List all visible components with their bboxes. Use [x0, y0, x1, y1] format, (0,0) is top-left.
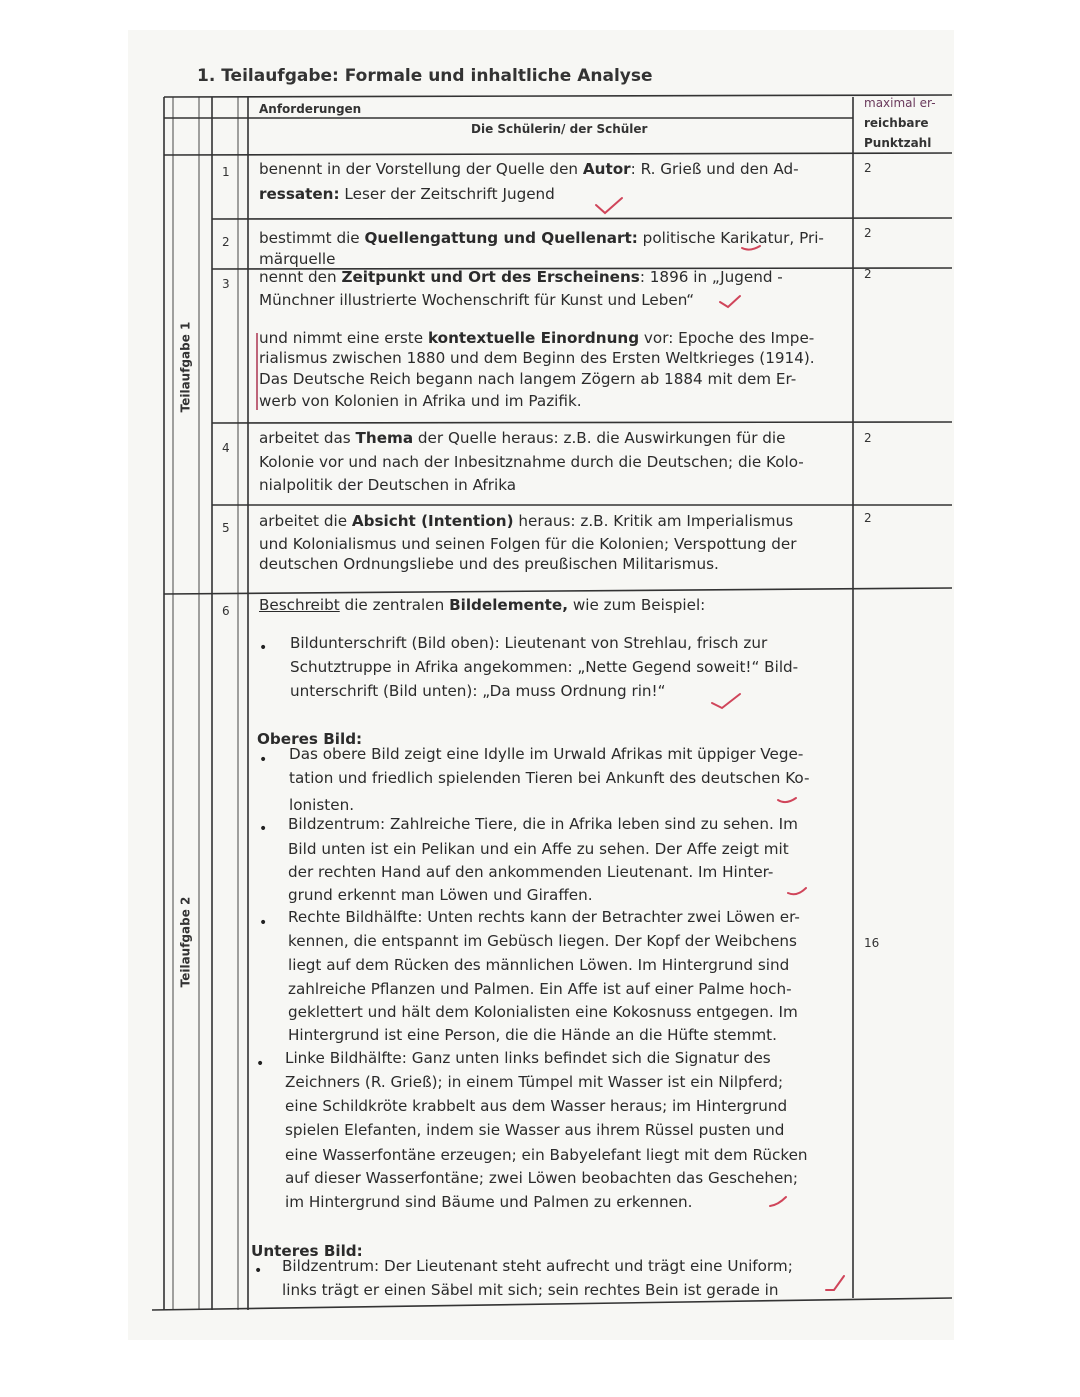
lower-image-title: Unteres Bild: — [251, 1242, 363, 1260]
header-student: Die Schülerin/ der Schüler — [471, 122, 648, 136]
row3-line1: nennt den Zeitpunkt und Ort des Erscheinens: 1896 in „Jugend - — [259, 268, 783, 286]
caption-line: Schutztruppe in Afrika angekommen: „Nette Gegend soweit!“ Bild- — [290, 658, 799, 676]
section-label-2: Teilaufgabe 2 — [178, 896, 193, 988]
upper-b2-line: Bild unten ist ein Pelikan und ein Affe zu sehen. Der Affe zeigt mit — [288, 840, 789, 858]
header-points-line2: reichbare — [864, 116, 929, 130]
row-number: 2 — [222, 235, 230, 249]
row-number: 4 — [222, 441, 230, 455]
row3-para2-line2: rialismus zwischen 1880 und dem Beginn des Ersten Weltkrieges (1914). — [259, 349, 815, 367]
upper-b2-line: der rechten Hand auf den ankommenden Lieutenant. Im Hinter- — [288, 863, 774, 881]
row-number: 6 — [222, 604, 230, 618]
upper-b4-line: eine Schildkröte krabbelt aus dem Wasser heraus; im Hintergrund — [285, 1097, 788, 1115]
upper-b3-line: Hintergrund ist eine Person, die die Hände an die Hüfte stemmt. — [288, 1026, 777, 1044]
row3-para2-line3: Das Deutsche Reich begann nach langem Zögern ab 1884 mit dem Er- — [259, 370, 797, 388]
row-points: 16 — [864, 936, 880, 950]
row-number: 3 — [222, 277, 230, 291]
header-points-line3: Punktzahl — [864, 136, 932, 150]
bullet-point: • — [256, 1056, 265, 1072]
row5-line1: arbeitet die Absicht (Intention) heraus: z.B. Kritik am Imperialismus — [259, 512, 794, 530]
upper-b3-line: zahlreiche Pflanzen und Palmen. Ein Affe ist auf einer Palme hoch- — [288, 980, 792, 998]
lower-b1-line: links trägt er einen Säbel mit sich; sein rechtes Bein ist gerade in — [282, 1281, 779, 1299]
row-points: 2 — [864, 226, 872, 240]
upper-b1-line: tation und friedlich spielenden Tieren bei Ankunft des deutschen Ko- — [289, 769, 810, 787]
lower-b1-line: Bildzentrum: Der Lieutenant steht aufrecht und trägt eine Uniform; — [282, 1257, 793, 1275]
row6-intro: Beschreibt die zentralen Bildelemente, wie zum Beispiel: — [259, 596, 706, 614]
upper-b4-line: eine Wasserfontäne erzeugen; ein Babyelefant liegt mit dem Rücken — [285, 1146, 808, 1164]
row3-para2-line4: werb von Kolonien in Afrika und im Pazifik. — [259, 392, 582, 410]
row-number: 1 — [222, 165, 230, 179]
page-heading: 1. Teilaufgabe: Formale und inhaltliche Analyse — [197, 66, 653, 86]
upper-b3-line: liegt auf dem Rücken des männlichen Löwen. Im Hintergrund sind — [288, 956, 790, 974]
row-points: 2 — [864, 161, 872, 175]
upper-b3-line: geklettert und hält dem Kolonialisten eine Kokosnuss entgegen. Im — [288, 1003, 798, 1021]
upper-b4-line: Zeichners (R. Grieß); in einem Tümpel mit Wasser ist ein Nilpferd; — [285, 1073, 784, 1091]
upper-b1-line: Das obere Bild zeigt eine Idylle im Urwald Afrikas mit üppiger Vege- — [289, 745, 804, 763]
row4-line2: Kolonie vor und nach der Inbesitznahme durch die Deutschen; die Kolo- — [259, 453, 804, 471]
row5-line3: deutschen Ordnungsliebe und des preußischen Militarismus. — [259, 555, 719, 573]
upper-b4-line: Linke Bildhälfte: Ganz unten links befindet sich die Signatur des — [285, 1049, 771, 1067]
header-points-line1: maximal er- — [864, 96, 936, 110]
row4-line3: nialpolitik der Deutschen in Afrika — [259, 476, 517, 494]
upper-b2-line: grund erkennt man Löwen und Giraffen. — [288, 886, 593, 904]
upper-b2-line: Bildzentrum: Zahlreiche Tiere, die in Afrika leben sind zu sehen. Im — [288, 815, 798, 833]
row4-line1: arbeitet das Thema der Quelle heraus: z.B. die Auswirkungen für die — [259, 429, 786, 447]
bullet-point: • — [259, 821, 268, 837]
row2-line1: bestimmt die Quellengattung und Quellenart: politische Karikatur, Pri- — [259, 229, 824, 247]
upper-b1-line: lonisten. — [289, 796, 355, 814]
caption-line: unterschrift (Bild unten): „Da muss Ordnung rin!“ — [290, 682, 666, 700]
row3-line2: Münchner illustrierte Wochenschrift für Kunst und Leben“ — [259, 291, 695, 309]
row-number: 5 — [222, 521, 230, 535]
upper-b4-line: spielen Elefanten, indem sie Wasser aus ihrem Rüssel pusten und — [285, 1121, 785, 1139]
upper-b4-line: auf dieser Wasserfontäne; zwei Löwen beobachten das Geschehen; — [285, 1169, 799, 1187]
row-points: 2 — [864, 511, 872, 525]
bullet-point: • — [259, 752, 268, 768]
upper-b3-line: kennen, die entspannt im Gebüsch liegen. Der Kopf der Weibchens — [288, 932, 797, 950]
row1-line1: benennt in der Vorstellung der Quelle den Autor: R. Grieß und den Ad- — [259, 160, 799, 178]
bullet-point: • — [259, 915, 268, 931]
section-label-1: Teilaufgabe 1 — [178, 321, 193, 413]
header-requirements: Anforderungen — [259, 102, 362, 116]
row3-para2-line1: und nimmt eine erste kontextuelle Einordnung vor: Epoche des Impe- — [259, 329, 815, 347]
row5-line2: und Kolonialismus und seinen Folgen für die Kolonien; Verspottung der — [259, 535, 797, 553]
row2-line2: märquelle — [259, 250, 336, 268]
upper-b3-line: Rechte Bildhälfte: Unten rechts kann der Betrachter zwei Löwen er- — [288, 908, 800, 926]
bullet-point: • — [254, 1263, 263, 1279]
upper-b4-line: im Hintergrund sind Bäume und Palmen zu erkennen. — [285, 1193, 693, 1211]
upper-image-title: Oberes Bild: — [257, 730, 363, 748]
row-points: 2 — [864, 267, 872, 281]
row-points: 2 — [864, 431, 872, 445]
caption-line: Bildunterschrift (Bild oben): Lieutenant von Strehlau, frisch zur — [290, 634, 768, 652]
bullet-point: • — [259, 640, 268, 656]
row1-line2: ressaten: Leser der Zeitschrift Jugend — [259, 185, 555, 203]
